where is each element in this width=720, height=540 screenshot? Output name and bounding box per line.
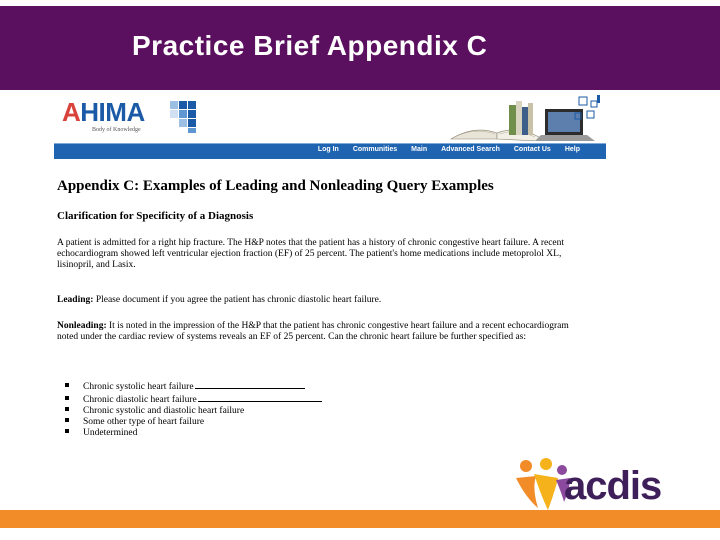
ahima-logo-first-letter: A (62, 97, 81, 127)
bullet-icon (65, 383, 69, 387)
bullet-icon (65, 407, 69, 411)
option-text: Chronic systolic heart failure (83, 382, 194, 392)
nav-log-in[interactable]: Log In (317, 146, 339, 153)
bullet-icon (65, 429, 69, 433)
list-item (65, 428, 322, 439)
list-item (65, 417, 322, 428)
option-text: Undetermined (83, 428, 138, 438)
leading-example (57, 295, 589, 306)
scenario-paragraph: A patient is admitted for a right hip fracture. The H&P notes that the patient has a history of chronic congestive heart failure. A recent echocardiogram showed left ventricular ejection fraction (EF) of 25 percent. The patient's home medications include metoprolol XL, lisinopril, and Lasix. (57, 238, 565, 270)
options-list (65, 380, 322, 439)
nonleading-label: Nonleading: (57, 321, 107, 331)
document-subheading: Clarification for Specificity of a Diagnosis (57, 210, 254, 222)
slide-title: Practice Brief Appendix C (132, 30, 488, 61)
document-heading: Appendix C: Examples of Leading and Nonleading Query Examples (57, 178, 494, 194)
blank-line (198, 393, 322, 402)
nav-main[interactable]: Main (411, 146, 428, 153)
option-text: Chronic diastolic heart failure (83, 395, 197, 405)
ahima-header (54, 93, 606, 159)
ahima-logo (62, 97, 202, 139)
nonleading-text: It is noted in the impression of the H&P that the patient has chronic congestive heart failure and a recent echocardiogram noted under the cardiac review of systems reveals an EF of 25 percent. Can the chronic heart failure be further specified as: (57, 321, 569, 342)
acdis-figures-icon (512, 458, 572, 514)
leading-text: Please document if you agree the patient has chronic diastolic heart failure. (93, 295, 382, 305)
list-item (65, 380, 322, 393)
nav-communities[interactable]: Communities (352, 146, 398, 153)
leading-label: Leading: (57, 295, 94, 305)
blank-line (195, 380, 305, 389)
acdis-logo-word: acdis (564, 464, 662, 508)
ahima-nav-links (318, 146, 580, 153)
list-item (65, 406, 322, 417)
ahima-nav-bar (54, 143, 606, 159)
option-text: Chronic systolic and diastolic heart failure (83, 406, 245, 416)
list-item (65, 393, 322, 406)
ahima-tagline: Body of Knowledge (92, 127, 141, 133)
nav-contact-us[interactable]: Contact Us (513, 146, 551, 153)
ahima-grid-icon (170, 101, 198, 133)
slide-title-bar (0, 0, 720, 90)
ahima-logo-word (62, 97, 145, 128)
bullet-icon (65, 396, 69, 400)
ahima-logo-rest: HIMA (80, 97, 145, 127)
bottom-accent-bar (0, 510, 720, 528)
bullet-icon (65, 418, 69, 422)
nav-help[interactable]: Help (564, 146, 580, 153)
nonleading-example (57, 321, 589, 343)
option-text: Some other type of heart failure (83, 417, 205, 427)
top-white-strip (0, 0, 720, 6)
nav-advanced-search[interactable]: Advanced Search (441, 146, 500, 153)
books-laptop-image (449, 95, 604, 141)
